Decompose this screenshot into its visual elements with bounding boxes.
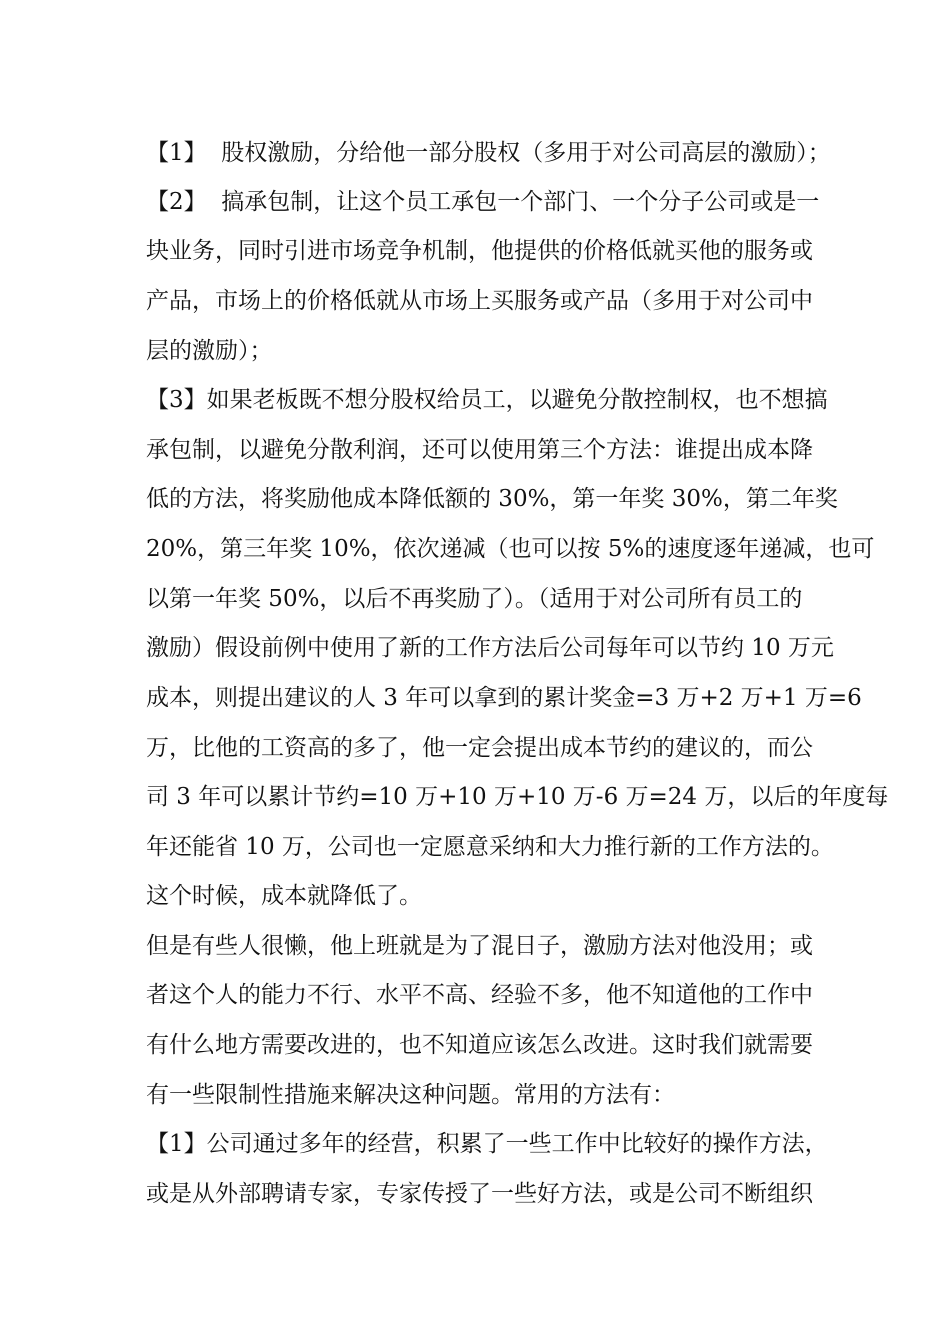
text-line: 20%，第三年奖 10%，依次递减（也可以按 5%的速度逐年递减，也可 [146, 536, 875, 562]
text-line: 【2】 搞承包制，让这个员工承包一个部门、一个分子公司或是一 [146, 189, 820, 215]
text-line: 层的激励）； [146, 338, 273, 364]
text-line: 【3】如果老板既不想分股权给员工，以避免分散控制权，也不想搞 [146, 387, 828, 413]
text-line: 【1】 股权激励，分给他一部分股权（多用于对公司高层的激励）； [146, 140, 831, 166]
text-line: 有什么地方需要改进的，也不知道应该怎么改进。这时我们就需要 [146, 1032, 813, 1058]
text-line: 激励）假设前例中使用了新的工作方法后公司每年可以节约 10 万元 [146, 635, 834, 661]
text-line: 成本，则提出建议的人 3 年可以拿到的累计奖金=3 万+2 万+1 万=6 [146, 685, 862, 711]
text-line: 有一些限制性措施来解决这种问题。常用的方法有： [146, 1082, 675, 1108]
text-line: 司 3 年可以累计节约=10 万+10 万+10 万-6 万=24 万，以后的年度每 [146, 784, 889, 810]
text-line: 万，比他的工资高的多了，他一定会提出成本节约的建议的，而公 [146, 735, 813, 761]
text-line: 者这个人的能力不行、水平不高、经验不多，他不知道他的工作中 [146, 982, 813, 1008]
text-line: 低的方法，将奖励他成本降低额的 30%，第一年奖 30%，第二年奖 [146, 486, 838, 512]
text-line: 产品，市场上的价格低就从市场上买服务或产品（多用于对公司中 [146, 288, 813, 314]
text-line: 年还能省 10 万，公司也一定愿意采纳和大力推行新的工作方法的。 [146, 834, 834, 860]
text-line: 但是有些人很懒，他上班就是为了混日子，激励方法对他没用；或 [146, 933, 813, 959]
text-line: 或是从外部聘请专家，专家传授了一些好方法，或是公司不断组织 [146, 1181, 813, 1207]
text-line: 以第一年奖 50%，以后不再奖励了）。（适用于对公司所有员工的 [146, 586, 803, 612]
text-line: 【1】公司通过多年的经营，积累了一些工作中比较好的操作方法， [146, 1131, 828, 1157]
text-line: 承包制，以避免分散利润，还可以使用第三个方法：谁提出成本降 [146, 437, 813, 463]
text-line: 块业务，同时引进市场竞争机制，他提供的价格低就买他的服务或 [146, 238, 813, 264]
text-line: 这个时候，成本就降低了。 [146, 883, 422, 909]
